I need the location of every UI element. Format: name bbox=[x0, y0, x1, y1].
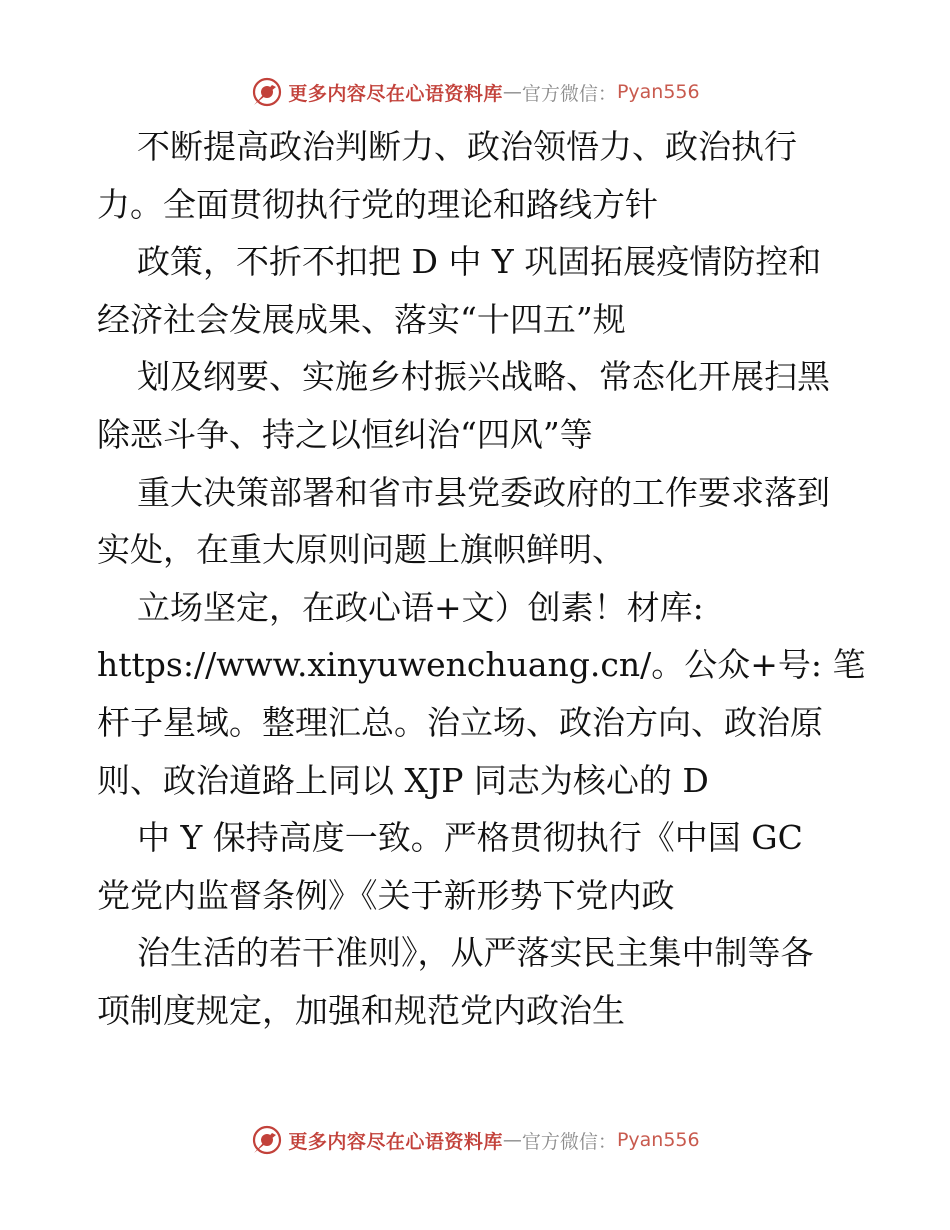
header-banner bbox=[0, 72, 950, 112]
banner-dash: — bbox=[502, 1129, 522, 1151]
wechat-label: 官方微信： bbox=[521, 1130, 617, 1153]
footer-banner bbox=[0, 1120, 950, 1160]
quill-circle-logo-icon bbox=[250, 75, 284, 109]
paragraph-line: 重大决策部署和省市县党委政府的工作要求落到 bbox=[137, 472, 830, 512]
paragraph-line: 除恶斗争、持之以恒纠治“四风”等 bbox=[97, 414, 593, 454]
paragraph-line: 则、政治道路上同以 XJP 同志为核心的 D bbox=[97, 760, 709, 800]
paragraph-line: 经济社会发展成果、落实“十四五”规 bbox=[97, 299, 626, 339]
brand-text: 更多内容尽在心语资料库 bbox=[288, 82, 503, 105]
wechat-label: 官方微信： bbox=[521, 82, 617, 105]
banner-dash: — bbox=[502, 81, 522, 103]
brand-text: 更多内容尽在心语资料库 bbox=[288, 1130, 503, 1153]
paragraph-line: 力。全面贯彻执行党的理论和路线方针 bbox=[97, 184, 658, 224]
paragraph-line: 实处，在重大原则问题上旗帜鲜明、 bbox=[97, 530, 625, 570]
quill-circle-logo-icon bbox=[250, 1123, 284, 1157]
paragraph-line-url: https://www.xinyuwenchuang.cn/。公众+号: 笔 bbox=[97, 645, 866, 685]
paragraph-line: 项制度规定，加强和规范党内政治生 bbox=[97, 990, 625, 1030]
wechat-id: Pyan556 bbox=[616, 81, 700, 103]
paragraph-line: 立场坚定，在政心语+文）创素！材库: bbox=[137, 587, 704, 627]
wechat-id: Pyan556 bbox=[616, 1129, 700, 1151]
paragraph-line: 政策，不折不扣把 D 中 Y 巩固拓展疫情防控和 bbox=[137, 242, 822, 282]
paragraph-line: 不断提高政治判断力、政治领悟力、政治执行 bbox=[137, 127, 797, 166]
paragraph-line: 杆子星域。整理汇总。治立场、政治方向、政治原 bbox=[97, 702, 823, 742]
paragraph-line: 划及纲要、实施乡村振兴战略、常态化开展扫黑 bbox=[137, 357, 830, 397]
paragraph-line: 党党内监督条例》《关于新形势下党内政 bbox=[97, 875, 675, 915]
paragraph-line: 中 Y 保持高度一致。严格贯彻执行《中国 GC bbox=[137, 818, 803, 858]
document-body bbox=[97, 118, 867, 1040]
paragraph-line: 治生活的若干准则》，从严落实民主集中制等各 bbox=[137, 933, 814, 973]
